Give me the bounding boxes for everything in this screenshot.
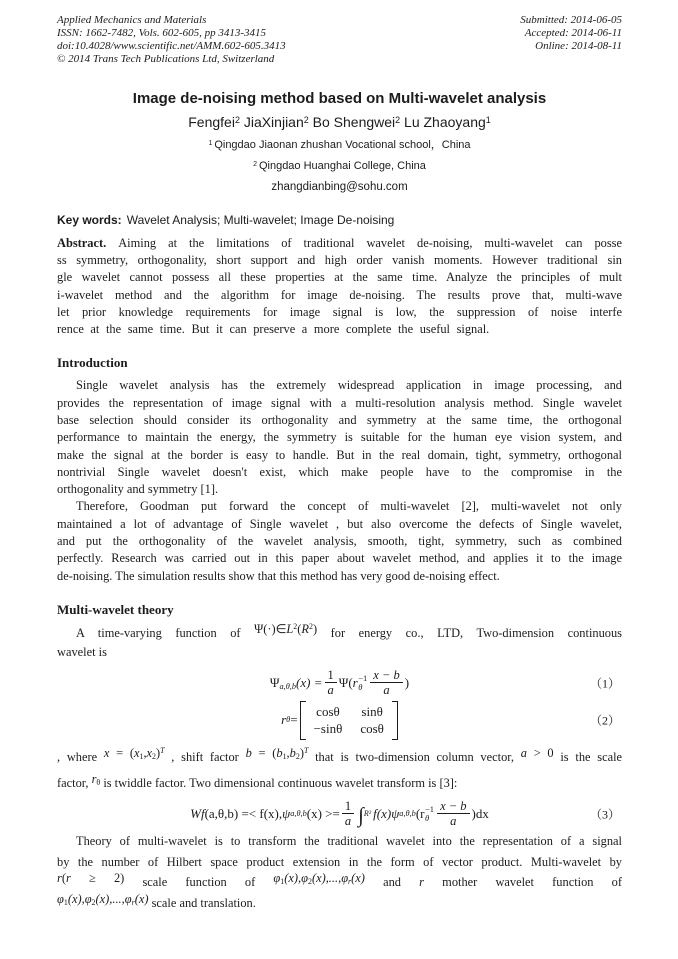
fraction-xb-over-a: $\frac{x - b}{a}$: [370, 668, 402, 698]
text-segment: 2: [91, 897, 96, 907]
psi-function-2: ψ: [391, 805, 400, 821]
text-segment: = (: [109, 745, 134, 760]
text-segment: 2: [395, 114, 401, 125]
text-segment: ,: [286, 745, 290, 760]
affiliation-2: [57, 160, 622, 172]
paragraph-line: de-noising. The simulation results show that this method has very good de-noising effect.: [57, 568, 500, 583]
paragraph-line: [57, 621, 622, 644]
transform-args: (a,θ,b) =< f(x),: [204, 805, 283, 821]
matrix-body: cosθ sinθ −sinθ cosθ: [313, 703, 384, 736]
text-segment: 1: [208, 139, 215, 147]
abstract-line: i-wavelet method and the algorithm for image de-noising. The results prove that, multi-wave: [57, 287, 622, 302]
text-segment: Ψ(·)∈: [254, 621, 287, 636]
authors-line: [57, 114, 622, 130]
text-segment: Aiming at the limitations of traditional wavelet de-noising, multi-wavelet can posse: [118, 235, 622, 250]
text-segment: mother wavelet function of: [424, 875, 622, 890]
text-segment: > 0: [526, 745, 554, 760]
text-segment: φ: [57, 891, 64, 906]
text-segment: is the scale: [553, 749, 623, 764]
text-segment: for energy co., LTD, Two-dimension continuous: [317, 625, 622, 640]
text-segment: JiaXinjian: [239, 113, 304, 130]
text-segment: Bo Shengwei: [308, 113, 396, 130]
section-heading-introduction: Introduction: [57, 355, 128, 371]
text-segment: , where: [57, 749, 104, 764]
introduction-paragraph-2: [57, 498, 622, 584]
text-segment: Abstract.: [57, 235, 119, 250]
text-segment: ): [156, 745, 161, 760]
date-line: Accepted: 2014-06-11: [524, 26, 622, 39]
r-sup-sub: −1 θ: [425, 803, 435, 823]
text-segment: θ: [96, 777, 101, 787]
text-segment: T: [160, 746, 165, 756]
text-segment: T: [303, 746, 309, 756]
paragraph-line: and put the orthogonality of the wavelet analysis, smooth, tight, symmetry, such as combined: [57, 534, 622, 549]
text-segment: b: [276, 745, 283, 760]
text-segment: r: [348, 877, 352, 887]
rotation-factor: r: [352, 674, 358, 690]
text-segment: Qingdao Huanghai College, China: [258, 159, 426, 172]
text-segment: 2: [307, 877, 312, 887]
theory-paragraph-1: [57, 621, 622, 663]
date-line: Submitted: 2014-06-05: [520, 14, 622, 26]
text-segment: Lu Zhaoyang: [400, 113, 486, 130]
text-segment: and: [364, 875, 420, 890]
equation-2-number: （2）: [589, 713, 620, 728]
date-line: Online: 2014-08-11: [535, 39, 622, 52]
abstract: [57, 235, 622, 339]
equation-1: [57, 668, 622, 698]
text-segment: scale function of: [124, 875, 274, 890]
text-segment: b: [245, 745, 252, 760]
text-segment: (x),: [284, 871, 302, 886]
paragraph-line: Single wavelet analysis has the extremely widespread application in image processing, and: [76, 378, 622, 393]
keywords-label: Key words:: [57, 212, 122, 227]
text-segment: 2: [308, 622, 313, 632]
equation-2-body: r θ = cosθ sinθ −sinθ cosθ: [281, 701, 398, 740]
paragraph-line: Therefore, Goodman put forward the concept of multi-wavelet [2], multi-wavelet not only: [76, 499, 622, 514]
paragraph-line: [57, 744, 622, 770]
text-segment: Qingdao Jiaonan zhushan Vocational school，China: [214, 138, 471, 151]
text-segment: 1: [139, 751, 144, 761]
paragraph-line: by the number of Hilbert space product extension in the form of vector product. Multi-wavelet by: [57, 854, 622, 869]
text-segment: r: [419, 875, 424, 890]
text-segment: 1: [280, 877, 285, 887]
psi-function: ψ: [282, 805, 291, 821]
paragraph-line: [57, 872, 622, 893]
abstract-line: ss symmetry, orthogonality, short support and high order vanish moments. However traditional sin: [57, 252, 622, 267]
rotation-matrix: [300, 701, 398, 740]
rotation-factor: r: [281, 712, 287, 728]
text-segment: 2: [293, 622, 298, 632]
text-segment: A time-varying function of: [76, 625, 255, 640]
text-segment: ≥ 2): [70, 871, 125, 886]
contact-email: zhangdianbing@sohu.com: [271, 180, 408, 193]
text-segment: factor,: [57, 775, 92, 790]
text-segment: R: [301, 621, 309, 636]
text-segment: 2: [303, 114, 309, 125]
text-segment: (x): [351, 871, 365, 886]
psi-open: Ψ(: [338, 674, 353, 690]
equation-1-body: [270, 668, 409, 698]
text-segment: b: [289, 745, 296, 760]
paragraph-line: Theory of multi-wavelet is to transform the traditional wavelet into the representation of a signal: [76, 834, 622, 849]
text-segment: ): [299, 745, 304, 760]
text-segment: ,: [143, 745, 147, 760]
text-segment: a: [520, 745, 527, 760]
paragraph-line: wavelet is: [57, 645, 107, 660]
abstract-line: rence at the same time. But it can preserve a more complete the useful signal.: [57, 322, 490, 337]
theory-paragraph-2: [57, 831, 622, 913]
equation-1-number: （1）: [589, 676, 620, 691]
text-segment: (x),...,: [311, 871, 342, 886]
integrand-f: f(x): [373, 805, 392, 821]
text-segment: r: [65, 871, 71, 886]
text-segment: (: [61, 871, 66, 886]
fraction-1-over-a: $\frac{1}{a}$: [325, 668, 337, 698]
equation-3: [57, 799, 622, 829]
text-segment: φ: [273, 871, 281, 886]
text-segment: x: [146, 745, 153, 760]
abstract-line: [57, 235, 622, 252]
paragraph-line: nontrivial Single wavelet doesn't exist, which make people have to the compromise in the: [57, 464, 622, 479]
paragraph-line: [57, 770, 622, 796]
text-segment: φ: [301, 871, 308, 886]
text-segment: 2: [295, 751, 300, 761]
abstract-line: gle wavelet cannot possess all these properties at the same time. Analyze the principles of mult: [57, 270, 622, 285]
text-segment: 2: [234, 114, 240, 125]
text-segment: Fengfei: [188, 113, 235, 130]
paragraph-line: performance to maintain the energy, the symmetry is suitable for the human eye vision system, and: [57, 430, 622, 445]
close-paren: ): [404, 674, 410, 690]
equation-3-body: Wf (a,θ,b) =< f(x), ψ a,θ,b (x) >= $\frac{1}{a}$ ∫ R² f(x) ψ a,θ,b (r −1 θ $\frac{x - b}{a}$ )dx: [190, 798, 489, 829]
equation-2: [57, 701, 622, 740]
paragraph-line: provides the representation of image signal with a multi-resolution analysis method. Single wavelet: [57, 395, 622, 410]
paper-title: Image de-noising method based on Multi-wavelet analysis: [132, 89, 547, 107]
journal-meta-line: ISSN: 1662-7482, Vols. 602-605, pp 3413-3415: [57, 26, 266, 39]
keywords-line: [57, 213, 622, 227]
text-segment: that is two-dimension column vector,: [308, 749, 521, 764]
paragraph-line: orthogonality and symmetry [1].: [57, 482, 219, 497]
text-segment: 2: [152, 751, 157, 761]
abstract-line: let prior knowledge requirements for image signal is low, the suppression of noise interfe: [57, 304, 622, 319]
journal-meta-line: © 2014 Trans Tech Publications Ltd, Switzerland: [57, 52, 275, 65]
section-heading-theory: Multi-wavelet theory: [57, 601, 174, 617]
psi-function: $\Psi_{a,\theta,b}(x)$ =: [269, 674, 323, 691]
journal-header: [57, 14, 622, 66]
text-segment: (: [297, 621, 302, 636]
text-segment: , shift factor: [164, 749, 246, 764]
text-segment: 1: [282, 751, 287, 761]
text-segment: (x),: [67, 891, 85, 906]
text-segment: (x),...,: [95, 891, 125, 906]
journal-meta-line: doi:10.4028/www.scientific.net/AMM.602-605.3413: [57, 39, 286, 52]
text-segment: 1: [485, 114, 491, 125]
integral-domain: R²: [363, 809, 372, 819]
text-segment: 1: [63, 897, 68, 907]
wavelet-transform: Wf: [190, 805, 205, 821]
matrix-bracket-right: [392, 701, 398, 740]
fraction-xb-over-a: $\frac{x - b}{a}$: [437, 799, 469, 829]
paragraph-line: make the signal at the border is easy to handle. But in the real domain, tight, symmetry, orthogonal: [57, 447, 622, 462]
text-segment: x: [103, 745, 110, 760]
text-segment: r: [91, 771, 97, 786]
text-segment: φ: [341, 871, 349, 886]
submission-dates: [520, 14, 622, 66]
keywords-text: Wavelet Analysis; Multi-wavelet; Image De-noising: [126, 212, 395, 227]
r-sup-sub: −1 θ: [358, 672, 368, 692]
text-segment: ): [312, 621, 318, 636]
paragraph-line: base selection should consider its orthogonality and symmetry at the same time, the orthogonal: [57, 413, 622, 427]
introduction-paragraph-1: [57, 377, 622, 498]
text-segment: is twiddle factor. Two dimensional continuous wavelet transform is [3]:: [100, 775, 458, 790]
paragraph-line: maintained a lot of advantage of Single wavelet , but also overcome the defects of Single wavelet,: [57, 516, 622, 531]
text-segment: scale and translation.: [148, 895, 256, 910]
theory-where-paragraph: [57, 744, 622, 796]
inner-product: (x) >=: [306, 805, 340, 821]
text-segment: L: [286, 621, 294, 636]
equation-3-number: （3）: [589, 807, 620, 822]
text-segment: r: [57, 871, 62, 886]
text-segment: (x): [134, 891, 149, 906]
journal-info: [57, 14, 286, 66]
text-segment: x: [133, 745, 140, 760]
text-segment: φ: [124, 891, 132, 906]
journal-meta-line: Applied Mechanics and Materials: [57, 14, 207, 26]
text-segment: = (: [251, 745, 277, 760]
text-segment: r: [131, 897, 135, 907]
fraction-1-over-a: $\frac{1}{a}$: [342, 799, 354, 829]
text-segment: 2: [253, 160, 259, 168]
paragraph-line: perfectly. Research was carried out in this paper about wavelet method, and applies it to the image: [57, 551, 622, 566]
dx-term: )dx: [471, 805, 489, 821]
equals-sign: =: [290, 712, 298, 728]
affiliation-1: [57, 139, 622, 151]
text-segment: φ: [84, 891, 92, 906]
paragraph-line: [57, 893, 622, 914]
r-open: (r: [415, 805, 425, 821]
